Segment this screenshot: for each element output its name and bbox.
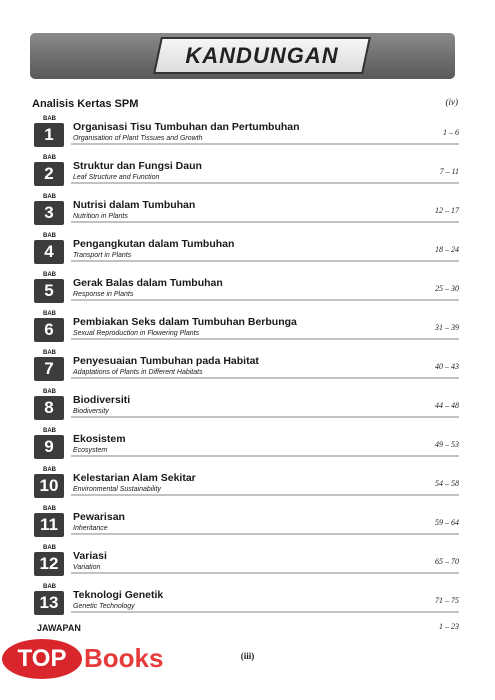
chapter-pages: 71 – 75 <box>435 596 459 605</box>
chapter-title: Pembiakan Seks dalam Tumbuhan Berbunga <box>73 316 297 328</box>
chapter-pages: 54 – 58 <box>435 479 459 488</box>
bab-label: BAB <box>43 155 56 161</box>
chapter-subtitle: Variation <box>73 564 101 571</box>
chapter-title: Variasi <box>73 550 107 562</box>
bab-label: BAB <box>43 194 56 200</box>
chapter-entry <box>33 233 461 269</box>
chapter-rule <box>71 572 459 574</box>
chapter-title: Biodiversiti <box>73 394 131 406</box>
chapter-number: 7 <box>34 357 64 381</box>
bab-label: BAB <box>43 116 56 122</box>
chapter-title: Penyesuaian Tumbuhan pada Habitat <box>73 355 259 367</box>
bab-label: BAB <box>43 428 56 434</box>
chapter-rule <box>71 611 459 613</box>
chapter-entry <box>33 428 461 464</box>
chapter-title: Pewarisan <box>73 511 125 523</box>
watermark-books: Books <box>84 643 164 673</box>
chapter-pages: 7 – 11 <box>439 167 459 176</box>
bab-label: BAB <box>43 506 56 512</box>
bab-label: BAB <box>43 311 56 317</box>
chapter-title: Kelestarian Alam Sekitar <box>73 472 196 484</box>
chapter-rule <box>71 533 459 535</box>
chapter-title: Nutrisi dalam Tumbuhan <box>73 199 196 211</box>
chapter-number: 12 <box>34 552 64 576</box>
chapter-pages: 44 – 48 <box>435 401 459 410</box>
chapter-title: Teknologi Genetik <box>73 589 164 601</box>
chapter-rule <box>71 221 459 223</box>
chapter-entry <box>33 467 461 503</box>
chapter-pages: 59 – 64 <box>435 518 459 527</box>
chapter-number: 13 <box>34 591 64 615</box>
chapter-number: 9 <box>34 435 64 459</box>
chapter-entry <box>33 311 461 347</box>
bab-label: BAB <box>43 584 56 590</box>
chapter-rule <box>71 260 459 262</box>
chapter-entry <box>33 350 461 386</box>
chapter-pages: 40 – 43 <box>435 362 459 371</box>
chapter-subtitle: Response in Plants <box>73 291 134 298</box>
chapter-subtitle: Sexual Reproduction in Flowering Plants <box>73 330 200 337</box>
chapter-number: 4 <box>34 240 64 264</box>
chapter-pages: 1 – 6 <box>443 128 459 137</box>
title-banner <box>30 33 455 79</box>
page-number: (iii) <box>240 651 255 661</box>
chapter-pages: 49 – 53 <box>435 440 459 449</box>
chapter-subtitle: Organisation of Plant Tissues and Growth <box>73 135 203 142</box>
chapter-pages: 31 – 39 <box>435 323 459 332</box>
chapter-pages: 25 – 30 <box>435 284 459 293</box>
chapter-rule <box>71 494 459 496</box>
chapter-number: 10 <box>34 474 64 498</box>
chapter-rule <box>71 299 459 301</box>
bab-label: BAB <box>43 350 56 356</box>
bab-label: BAB <box>43 389 56 395</box>
chapter-subtitle: Ecosystem <box>73 447 108 454</box>
watermark-top: TOP <box>2 639 82 679</box>
jawapan-label: JAWAPAN <box>37 623 81 633</box>
chapter-number: 1 <box>34 123 64 147</box>
chapter-number: 11 <box>34 513 64 537</box>
page-title: KANDUNGAN <box>185 43 339 68</box>
bab-label: BAB <box>43 272 56 278</box>
chapter-rule <box>71 182 459 184</box>
chapter-pages: 18 – 24 <box>435 245 459 254</box>
analisis-page: (iv) <box>445 97 458 107</box>
chapter-number: 8 <box>34 396 64 420</box>
chapter-rule <box>71 377 459 379</box>
chapter-subtitle: Genetic Technology <box>73 603 135 610</box>
chapter-subtitle: Adaptations of Plants in Different Habitats <box>73 369 203 376</box>
chapter-entry <box>33 545 461 581</box>
analisis-label: Analisis Kertas SPM <box>32 98 139 110</box>
chapter-entry <box>33 272 461 308</box>
chapter-title: Pengangkutan dalam Tumbuhan <box>73 238 235 250</box>
chapter-number: 6 <box>34 318 64 342</box>
chapter-pages: 65 – 70 <box>435 557 459 566</box>
bab-label: BAB <box>43 233 56 239</box>
chapter-subtitle: Leaf Structure and Function <box>73 174 160 181</box>
watermark-logo <box>2 639 180 679</box>
chapter-number: 5 <box>34 279 64 303</box>
chapter-subtitle: Environmental Sustainability <box>73 486 161 493</box>
chapter-number: 3 <box>34 201 64 225</box>
chapter-subtitle: Biodiversity <box>73 408 109 415</box>
chapter-title: Ekosistem <box>73 433 126 445</box>
chapter-rule <box>71 143 459 145</box>
chapter-rule <box>71 416 459 418</box>
chapter-number: 2 <box>34 162 64 186</box>
chapter-pages: 12 – 17 <box>435 206 459 215</box>
chapter-subtitle: Inheritance <box>73 525 108 532</box>
chapter-entry <box>33 389 461 425</box>
chapter-entry <box>33 194 461 230</box>
chapter-rule <box>71 338 459 340</box>
chapter-subtitle: Transport in Plants <box>73 252 132 259</box>
chapter-title: Gerak Balas dalam Tumbuhan <box>73 277 223 289</box>
chapter-rule <box>71 455 459 457</box>
chapter-entry <box>33 584 461 620</box>
chapter-title: Organisasi Tisu Tumbuhan dan Pertumbuhan <box>73 121 300 133</box>
bab-label: BAB <box>43 545 56 551</box>
chapter-entry <box>33 506 461 542</box>
chapter-subtitle: Nutrition in Plants <box>73 213 128 220</box>
jawapan-pages: 1 – 23 <box>439 622 459 631</box>
chapter-title: Struktur dan Fungsi Daun <box>73 160 202 172</box>
bab-label: BAB <box>43 467 56 473</box>
chapter-entry <box>33 116 461 152</box>
chapter-entry <box>33 155 461 191</box>
